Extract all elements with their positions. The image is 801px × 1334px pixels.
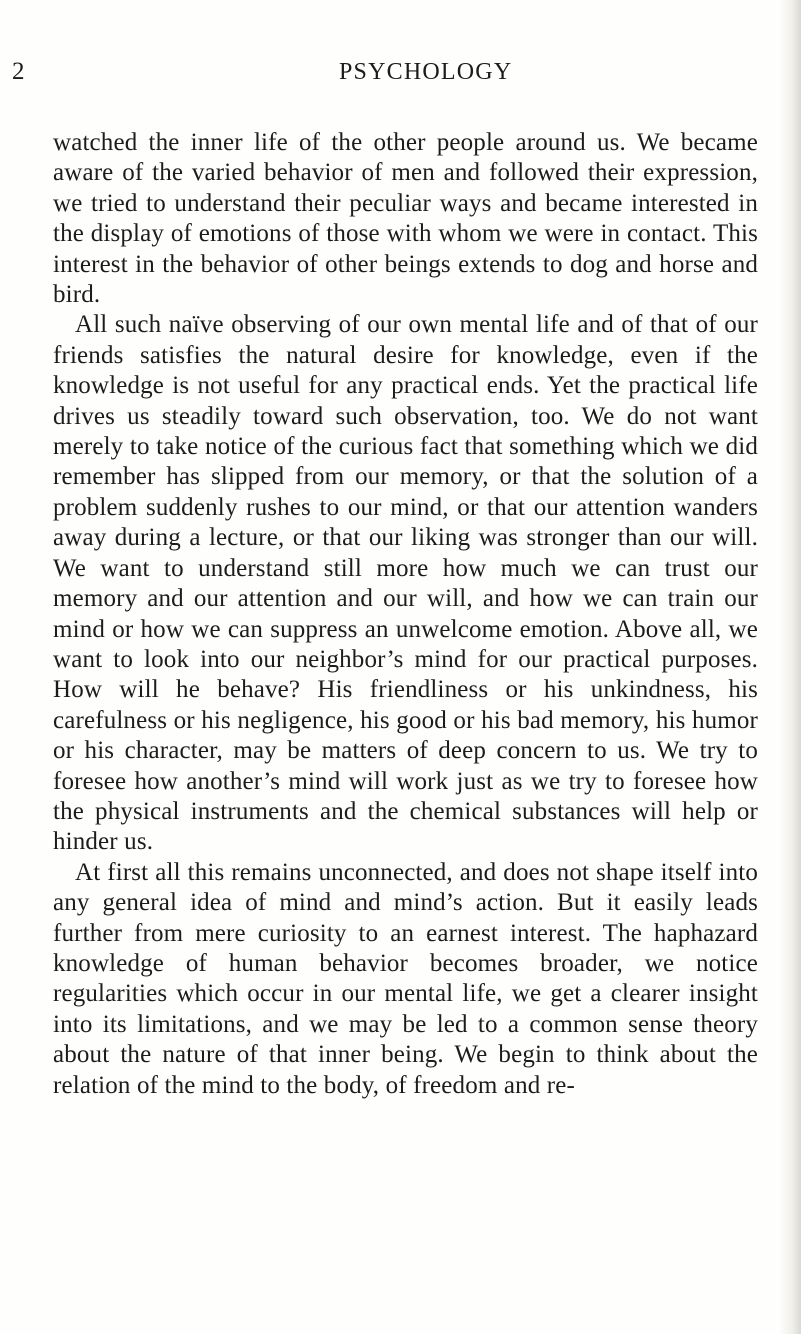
body-text — [53, 128, 758, 1101]
page-edge-shadow — [779, 0, 801, 1334]
paragraph: At first all this remains unconnected, and does not shape itself into any general idea of mind and mind’s action. But it easily leads further from mere curiosity to an earnest interest. The haphazard knowledge of human behavior becomes broader, we notice regularities which occur in our mental life, we get a clearer insight into its limitations, and we may be led to a common sense theory about the nature of that inner being. We begin to think about the relation of the mind to the body, of freedom and re- — [53, 858, 758, 1099]
running-title: PSYCHOLOGY — [339, 59, 513, 85]
paragraph: All such naïve observing of our own mental life and of that of our friends satisfies the natural desire for knowledge, even if the knowledge is not useful for any practical ends. Yet the practical life drives us steadily toward such observation, too. We do not want merely to take notice of the curious fact that something which we did remember has slipped from our memory, or that the solution of a problem suddenly rushes to our mind, or that our attention wanders away during a lecture, or that our liking was stronger than our will. We want to understand still more how much we can trust our memory and our attention and our will, and how we can train our mind or how we can suppress an unwelcome emotion. Above all, we want to look into our neighbor’s mind for our practical purposes. How will he behave? His friendliness or his unkindness, his carefulness or his negligence, his good or his bad memory, his humor or his character, may be matters of deep concern to us. We try to foresee how another’s mind will work just as we try to foresee how the physical instruments and the chemical substances will help or hinder us. — [53, 311, 758, 856]
paragraph-continued: watched the inner life of the other people around us. We became aware of the varied behavior of men and followed their expression, we tried to understand their peculiar ways and became interested in the display of emotions of those with whom we were in contact. This interest in the behavior of other beings extends to dog and horse and bird. — [53, 129, 758, 309]
running-head — [0, 57, 801, 87]
page-number: 2 — [12, 58, 25, 85]
